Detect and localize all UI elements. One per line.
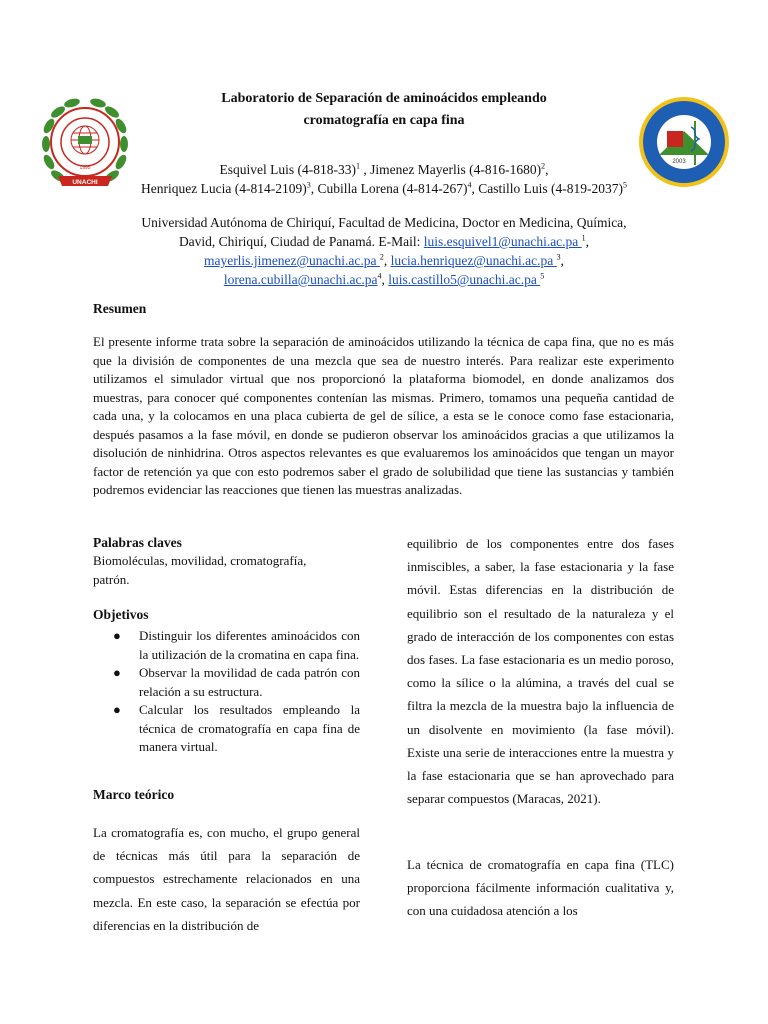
- author-separator: ,: [310, 181, 318, 196]
- author-name: Cubilla Lorena (4-814-267): [317, 181, 468, 196]
- author-list: [70, 160, 698, 198]
- author-separator: ,: [545, 162, 549, 177]
- email-index: 2: [379, 252, 384, 262]
- email-index: 3: [556, 252, 561, 262]
- objectives-list: [93, 627, 360, 757]
- objective-text: Calcular los resultados empleando la técnica de cromatografía en capa fina de manera virtual.: [139, 702, 360, 754]
- objective-item: [93, 627, 360, 664]
- author-index: 1: [356, 161, 361, 171]
- bullet-icon: ●: [113, 628, 121, 643]
- author-name: , Jimenez Mayerlis (4-816-1680): [360, 162, 542, 177]
- email-index: 4: [377, 271, 382, 281]
- paper-title: [140, 88, 628, 132]
- title-line-2: cromatografía en capa fina: [303, 113, 465, 128]
- email-index: 1: [581, 233, 586, 243]
- author-line-2: [70, 179, 698, 198]
- author-separator: ,: [471, 181, 479, 196]
- svg-text:1995: 1995: [79, 165, 91, 171]
- objective-text: Distinguir los diferentes aminoácidos con la utilización de la cromatina en capa fina.: [139, 628, 360, 662]
- author-line-1: [70, 160, 698, 179]
- tlc-text-col2: La técnica de cromatografía en capa fina (TLC) proporciona fácilmente información cualitativa y, con una cuidadosa atención a los: [407, 857, 674, 919]
- keywords-text: Biomoléculas, movilidad, cromatografía, patrón.: [93, 553, 307, 587]
- email-link-2[interactable]: mayerlis.jimenez@unachi.ac.pa: [203, 253, 380, 268]
- marco-heading: Marco teórico: [93, 787, 175, 802]
- author-index: 4: [467, 180, 472, 190]
- author-index: 3: [306, 180, 311, 190]
- objective-text: Observar la movilidad de cada patrón con relación a su estructura.: [139, 665, 360, 699]
- author-name: Esquivel Luis (4-818-33): [219, 162, 357, 177]
- author-index: 5: [622, 180, 627, 190]
- title-line-1: Laboratorio de Separación de aminoácidos empleando: [221, 91, 547, 106]
- bullet-icon: ●: [113, 665, 121, 680]
- resumen-heading: Resumen: [93, 301, 147, 316]
- email-link-1[interactable]: luis.esquivel1@unachi.ac.pa: [423, 234, 582, 249]
- author-name: Castillo Luis (4-819-2037): [478, 181, 623, 196]
- affiliation-line-4: $lorena.cubilla@unachi.ac.pa^4$, luis.castillo5@unachi.ac.pa $^5$: [223, 271, 545, 287]
- author-name: Henriquez Lucia (4-814-2109): [141, 181, 307, 196]
- marco-text-col2: equilibrio de los componentes entre dos fases inmiscibles, a saber, la fase estacionaria y la fase móvil. Estas diferencias en la distribución de equilibrio son el resultado de la naturaleza y el grado de interacción de los componentes con estas dos fases. La fase estacionaria es un medio poroso, como la sílice o la alúmina, a través del cual se filtra la mezcla de la muestra bajo la influencia de un disolvente en movimiento (la fase móvil). Existe una serie de interacciones entre la muestra y la fase estacionaria que se han aprovechado para separar compuestos (Maracas, 2021).: [407, 536, 674, 807]
- objectives-heading: Objetivos: [93, 607, 149, 622]
- resumen-text: El presente informe trata sobre la separación de aminoácidos utilizando la técnica de capa fina, que no es más que la división de componentes de una mezcla que sea de nuestro interés. Para realizar este experimento utilizamos el simulador virtual que nos proporcionó la plataforma biomodel, en donde analizamos dos muestras, para conocer qué componentes contenían las mismas. Primero, tomamos una pequeña cantidad de cada una, y la colocamos en una placa cubierta de gel de sílice, a esta se le conoce como fase estacionaria, después pasamos a la fase móvil, en donde se pudieron observar los aminoácidos gracias a que utilizamos la disolución de ninhidrina. Otros aspectos relevantes es que evaluaremos los aminoácidos que tengan un mayor factor de retención ya que con esto podremos saber el grado de solubilidad que tiene las sustancias y también podremos evidenciar las reacciones que tienen las muestras analizadas.: [93, 334, 674, 497]
- affiliation-email-prefix: David, Chiriquí, Ciudad de Panamá. E-Mail:: [178, 234, 424, 249]
- svg-text:2003: 2003: [672, 159, 686, 165]
- author-index: 2: [541, 161, 546, 171]
- svg-text:UNACHI: UNACHI: [72, 179, 98, 186]
- marco-text-col1: La cromatografía es, con mucho, el grupo general de técnicas más útil para la separación de compuestos estrechamente relacionados en una mezcla. En este caso, la separación se efectúa por diferencias en la distribución de: [93, 825, 360, 933]
- affiliation: [70, 213, 698, 289]
- keywords-heading: Palabras claves: [93, 535, 182, 550]
- email-link-4[interactable]: lorena.cubilla@unachi.ac.pa: [223, 272, 378, 287]
- email-link-3[interactable]: lucia.henriquez@unachi.ac.pa: [390, 253, 557, 268]
- affiliation-line-2: David, Chiriquí, Ciudad de Panamá. E-Mail: luis.esquivel1@unachi.ac.pa $^1$,: [178, 233, 590, 249]
- affiliation-line-1: Universidad Autónoma de Chiriquí, Facultad de Medicina, Doctor en Medicina, Química,: [141, 215, 627, 230]
- bullet-icon: ●: [113, 702, 121, 717]
- objective-item: [93, 701, 360, 757]
- affiliation-line-3: mayerlis.jimenez@unachi.ac.pa $^2$, lucia.henriquez@unachi.ac.pa $^3$,: [203, 252, 565, 268]
- objective-item: [93, 664, 360, 701]
- email-link-5[interactable]: luis.castillo5@unachi.ac.pa: [388, 272, 541, 287]
- email-index: 5: [540, 271, 545, 281]
